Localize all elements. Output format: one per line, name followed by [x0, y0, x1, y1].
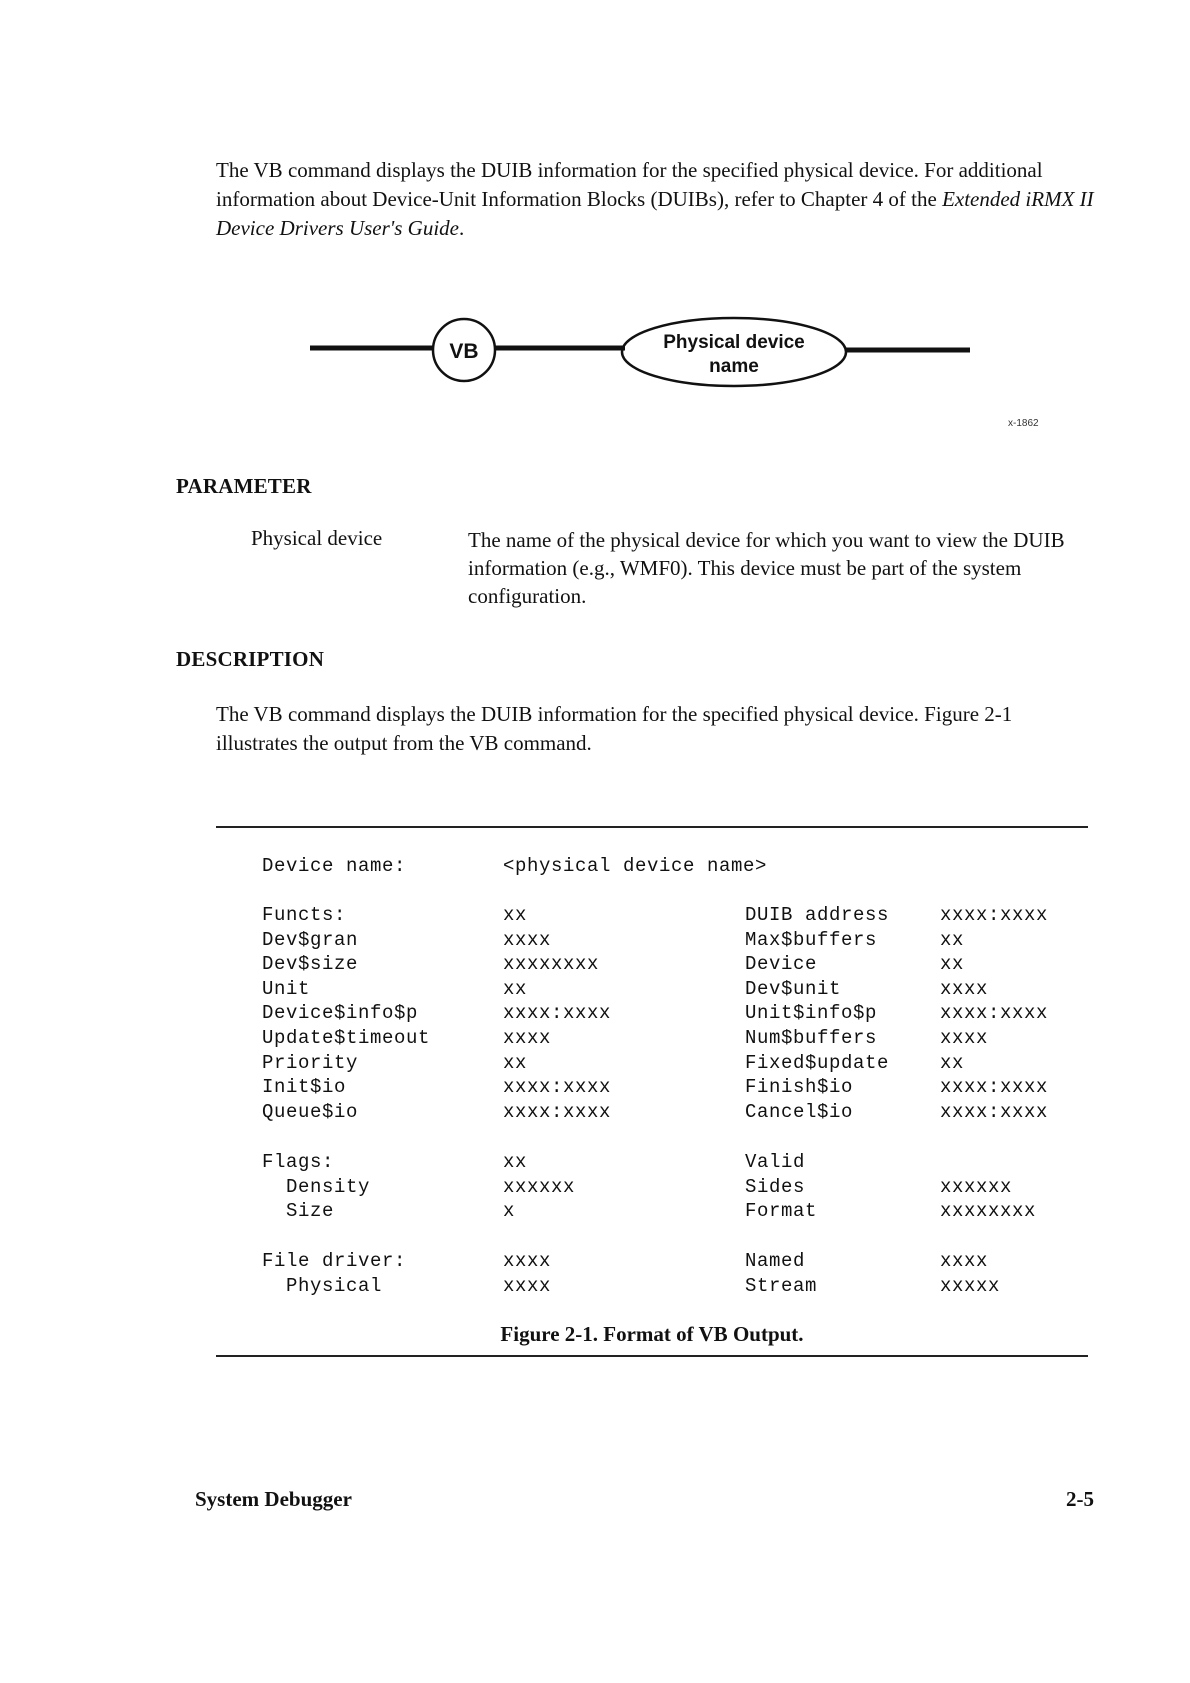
field-label: Size: [262, 1200, 335, 1223]
figure-reference: x-1862: [1008, 418, 1039, 429]
field-value: xxxx:xxxx: [940, 1100, 1049, 1123]
parameter-description: The name of the physical device for which you want to view the DUIB information (e.g., WMF0). This device must be part of the system configuration.: [468, 528, 1065, 608]
field-value: xxxx:xxxx: [940, 1002, 1049, 1025]
description-text: The VB command displays the DUIB information for the specified physical device. Figure 2-1 illustrates the output from the VB command.: [216, 702, 1013, 755]
field-value: xxxx:xxxx: [503, 1002, 612, 1025]
field-value: xxxx:xxxx: [940, 1076, 1049, 1099]
field-value: xxxx: [940, 1250, 989, 1272]
field-value: xx: [503, 977, 528, 1000]
field-label: Fixed$update: [745, 1051, 890, 1074]
field-value: xxxx:xxxx: [503, 1076, 612, 1099]
page-number: 2-5: [1066, 1487, 1094, 1511]
field-label: Dev$gran: [262, 928, 359, 951]
device-name-value: <physical device name>: [503, 855, 768, 877]
intro-text: The VB command displays the DUIB information for the specified physical device. For additional information about Device-Unit Information Blocks (DUIBs), refer to Chapter 4 of the: [216, 158, 1043, 211]
field-label: Functs:: [262, 904, 347, 926]
parameter-heading: PARAMETER: [176, 474, 312, 498]
field-label: Valid: [745, 1151, 806, 1173]
field-value: xx: [940, 928, 965, 951]
field-label: Max$buffers: [745, 928, 878, 951]
parameter-name: Physical device: [251, 526, 383, 550]
figure-top-rule: [216, 826, 1088, 828]
field-label: Device: [745, 953, 818, 976]
intro-paragraph: [216, 156, 1096, 243]
field-label: Unit: [262, 977, 311, 1000]
field-label: Flags:: [262, 1151, 335, 1173]
field-value: x: [503, 1200, 516, 1223]
field-value: xxxxxxxx: [940, 1200, 1037, 1223]
field-label: DUIB address: [745, 904, 890, 926]
field-value: xx: [503, 1151, 528, 1173]
field-label: Finish$io: [745, 1076, 854, 1099]
field-label: Update$timeout: [262, 1027, 431, 1049]
footer-title: System Debugger: [195, 1487, 352, 1511]
field-label: Device$info$p: [262, 1002, 419, 1025]
field-label: Num$buffers: [745, 1027, 878, 1049]
field-value: xxxx:xxxx: [503, 1100, 612, 1123]
field-label: Unit$info$p: [745, 1002, 878, 1025]
field-value: xxxx: [940, 1027, 989, 1049]
field-label: Named: [745, 1250, 806, 1272]
field-label: Init$io: [262, 1076, 347, 1099]
field-label: Density: [262, 1175, 371, 1198]
field-label: Format: [745, 1200, 818, 1223]
field-label: Sides: [745, 1175, 806, 1198]
field-value: xxxx: [503, 928, 552, 951]
param-label-line2: name: [709, 356, 759, 377]
field-value: xxxxxx: [503, 1175, 576, 1198]
device-name-label: Device name:: [262, 855, 407, 877]
param-label-line1: Physical device: [663, 332, 805, 353]
field-value: xxxx: [503, 1274, 552, 1297]
field-label: Cancel$io: [745, 1100, 854, 1123]
syntax-diagram: [300, 300, 980, 400]
field-label: Stream: [745, 1274, 818, 1297]
field-value: xx: [503, 904, 528, 926]
field-label: Queue$io: [262, 1100, 359, 1123]
field-value: xxxx:xxxx: [940, 904, 1049, 926]
vb-command-label: VB: [449, 340, 479, 363]
field-value: xxxxxxxx: [503, 953, 600, 976]
field-value: xx: [940, 953, 965, 976]
field-value: xxxxxx: [940, 1175, 1013, 1198]
field-value: xx: [503, 1051, 528, 1074]
field-label: Dev$unit: [745, 977, 842, 1000]
description-heading: DESCRIPTION: [176, 647, 325, 671]
field-value: xxxx: [940, 977, 989, 1000]
field-value: xxxx: [503, 1250, 552, 1272]
field-value: xx: [940, 1051, 965, 1074]
book-title: Extended iRMX II Device Drivers User's Guide: [216, 187, 1094, 240]
field-label: Dev$size: [262, 953, 359, 976]
figure-caption: Figure 2-1. Format of VB Output.: [500, 1322, 804, 1346]
field-label: File driver:: [262, 1250, 407, 1272]
field-label: Priority: [262, 1051, 359, 1074]
field-value: xxxx: [503, 1027, 552, 1049]
field-label: Physical: [262, 1274, 383, 1297]
intro-text-end: .: [459, 216, 465, 240]
figure-bottom-rule: [216, 1355, 1088, 1357]
field-value: xxxxx: [940, 1274, 1001, 1297]
